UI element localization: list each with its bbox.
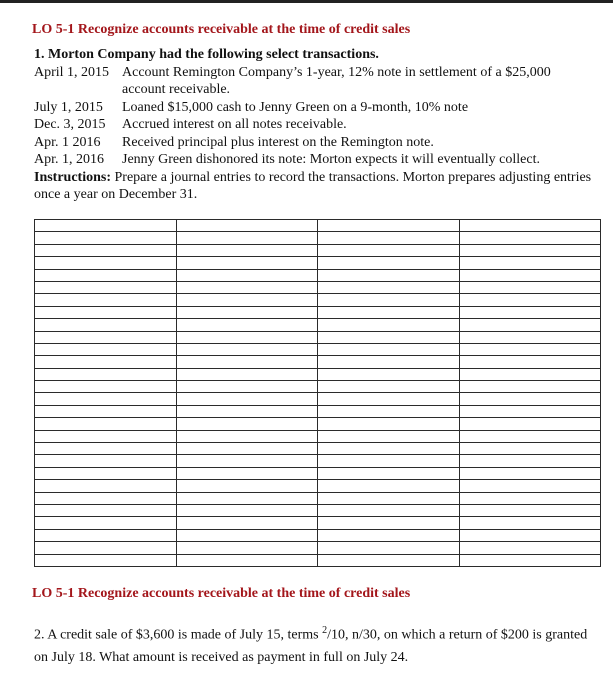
journal-cell [318, 393, 460, 405]
journal-cell [35, 306, 177, 318]
top-border [0, 0, 613, 3]
journal-row [35, 232, 601, 244]
journal-cell [318, 331, 460, 343]
journal-cell [318, 368, 460, 380]
journal-cell [35, 418, 177, 430]
journal-row [35, 504, 601, 516]
journal-cell [35, 294, 177, 306]
journal-cell [176, 232, 318, 244]
journal-cell [318, 294, 460, 306]
journal-cell [318, 467, 460, 479]
transaction-text: Loaned $15,000 cash to Jenny Green on a 9-month, 10% note [122, 99, 469, 115]
problem-2 [34, 620, 594, 669]
journal-cell [35, 281, 177, 293]
journal-cell [176, 504, 318, 516]
journal-cell [459, 368, 601, 380]
journal-cell [176, 393, 318, 405]
transaction-row [34, 151, 594, 169]
journal-cell [459, 467, 601, 479]
section-heading-1: LO 5-1 Recognize accounts receivable at the time of credit sales [32, 22, 411, 37]
journal-cell [35, 517, 177, 529]
transaction-row [34, 116, 594, 134]
journal-cell [459, 529, 601, 541]
journal-row [35, 368, 601, 380]
journal-cell [176, 368, 318, 380]
journal-row [35, 443, 601, 455]
transaction-row [34, 64, 594, 99]
journal-cell [459, 306, 601, 318]
journal-row [35, 306, 601, 318]
journal-row [35, 554, 601, 566]
journal-cell [35, 393, 177, 405]
journal-cell [176, 343, 318, 355]
transaction-text: Jenny Green dishonored its note: Morton expects it will eventually collect. [122, 152, 540, 167]
journal-cell [318, 504, 460, 516]
journal-cell [459, 405, 601, 417]
journal-cell [318, 430, 460, 442]
journal-row [35, 381, 601, 393]
journal-cell [176, 281, 318, 293]
journal-cell [459, 517, 601, 529]
journal-cell [459, 356, 601, 368]
journal-cell [35, 356, 177, 368]
journal-cell [318, 343, 460, 355]
discount-superscript: 2 [322, 625, 328, 636]
journal-cell [176, 220, 318, 232]
transaction-date: July 1, 2015 [34, 99, 103, 115]
journal-cell [176, 467, 318, 479]
journal-cell [459, 492, 601, 504]
journal-cell [176, 492, 318, 504]
journal-cell [318, 455, 460, 467]
journal-cell [318, 492, 460, 504]
journal-cell [176, 542, 318, 554]
journal-row [35, 480, 601, 492]
journal-cell [459, 244, 601, 256]
journal-cell [176, 331, 318, 343]
journal-cell [35, 455, 177, 467]
transaction-date: April 1, 2015 [34, 64, 110, 80]
journal-cell [35, 467, 177, 479]
journal-row [35, 356, 601, 368]
journal-row [35, 294, 601, 306]
journal-cell [318, 554, 460, 566]
journal-cell [35, 381, 177, 393]
journal-cell [318, 232, 460, 244]
journal-cell [318, 269, 460, 281]
journal-row [35, 492, 601, 504]
journal-row [35, 418, 601, 430]
journal-cell [459, 319, 601, 331]
journal-cell [318, 356, 460, 368]
journal-cell [318, 220, 460, 232]
transaction-date: Apr. 1, 2016 [34, 152, 104, 167]
journal-cell [35, 492, 177, 504]
journal-cell [318, 257, 460, 269]
journal-row [35, 529, 601, 541]
journal-cell [318, 418, 460, 430]
journal-cell [35, 443, 177, 455]
journal-cell [35, 405, 177, 417]
journal-cell [35, 244, 177, 256]
journal-cell [35, 542, 177, 554]
journal-cell [459, 269, 601, 281]
problem-1 [34, 46, 594, 204]
journal-cell [176, 257, 318, 269]
journal-cell [459, 393, 601, 405]
journal-cell [35, 554, 177, 566]
journal-cell [176, 418, 318, 430]
journal-row [35, 517, 601, 529]
journal-cell [318, 480, 460, 492]
journal-cell [459, 542, 601, 554]
journal-cell [318, 517, 460, 529]
journal-row [35, 257, 601, 269]
journal-cell [459, 504, 601, 516]
journal-cell [459, 281, 601, 293]
transaction-text: Accrued interest on all notes receivable. [122, 117, 347, 132]
journal-row [35, 542, 601, 554]
journal-cell [35, 319, 177, 331]
journal-cell [318, 306, 460, 318]
journal-cell [318, 319, 460, 331]
journal-cell [459, 430, 601, 442]
journal-cell [176, 529, 318, 541]
journal-cell [176, 455, 318, 467]
journal-cell [318, 443, 460, 455]
journal-cell [459, 418, 601, 430]
journal-cell [318, 529, 460, 541]
journal-cell [318, 381, 460, 393]
journal-cell [35, 331, 177, 343]
journal-cell [176, 356, 318, 368]
instructions-label: Instructions: [34, 169, 112, 185]
transaction-text: Received principal plus interest on the Remington note. [122, 134, 434, 150]
journal-cell [35, 343, 177, 355]
journal-cell [35, 269, 177, 281]
journal-cell [176, 269, 318, 281]
journal-row [35, 467, 601, 479]
journal-cell [35, 220, 177, 232]
journal-cell [318, 281, 460, 293]
transaction-date: Apr. 1 2016 [34, 134, 101, 150]
problem-1-title: 1. Morton Company had the following select transactions. [34, 47, 379, 62]
journal-row [35, 393, 601, 405]
journal-row [35, 343, 601, 355]
journal-cell [459, 220, 601, 232]
journal-row [35, 455, 601, 467]
journal-row [35, 331, 601, 343]
journal-cell [459, 294, 601, 306]
journal-cell [459, 257, 601, 269]
journal-row [35, 269, 601, 281]
journal-cell [459, 381, 601, 393]
journal-row [35, 430, 601, 442]
instructions-text: Prepare a journal entries to record the transactions. Morton prepares adjusting entries once a year on December 31. [34, 169, 592, 202]
journal-row [35, 319, 601, 331]
journal-cell [459, 443, 601, 455]
journal-cell [176, 517, 318, 529]
journal-cell [176, 306, 318, 318]
journal-cell [35, 368, 177, 380]
journal-cell [459, 331, 601, 343]
journal-cell [318, 542, 460, 554]
journal-row [35, 220, 601, 232]
journal-cell [176, 443, 318, 455]
journal-cell [318, 405, 460, 417]
problem-2-text-start: 2. A credit sale of $3,600 is made of July 15, terms [34, 627, 323, 643]
journal-cell [459, 232, 601, 244]
journal-cell [35, 430, 177, 442]
problem-2-text-end: /10, n/30, on which a return of $200 is granted on July 18. What amount is received as payment in full on July 24. [34, 627, 588, 665]
journal-cell [35, 529, 177, 541]
journal-row [35, 281, 601, 293]
journal-cell [176, 405, 318, 417]
journal-cell [459, 480, 601, 492]
transaction-row [34, 99, 594, 117]
journal-cell [176, 244, 318, 256]
journal-cell [318, 244, 460, 256]
transaction-date: Dec. 3, 2015 [34, 117, 106, 132]
journal-cell [35, 257, 177, 269]
journal-cell [459, 455, 601, 467]
transaction-row [34, 134, 594, 152]
journal-row [35, 244, 601, 256]
journal-entry-table [34, 219, 601, 567]
journal-cell [459, 343, 601, 355]
journal-cell [176, 480, 318, 492]
journal-cell [176, 430, 318, 442]
section-heading-2: LO 5-1 Recognize accounts receivable at the time of credit sales [32, 586, 411, 601]
journal-row [35, 405, 601, 417]
journal-cell [176, 554, 318, 566]
journal-cell [176, 294, 318, 306]
journal-cell [35, 480, 177, 492]
transaction-text: Account Remington Company’s 1-year, 12% note in settlement of a $25,000 account receivable. [122, 64, 551, 97]
journal-cell [35, 232, 177, 244]
instructions [34, 169, 594, 204]
journal-cell [176, 319, 318, 331]
journal-cell [459, 554, 601, 566]
journal-cell [35, 504, 177, 516]
journal-cell [176, 381, 318, 393]
